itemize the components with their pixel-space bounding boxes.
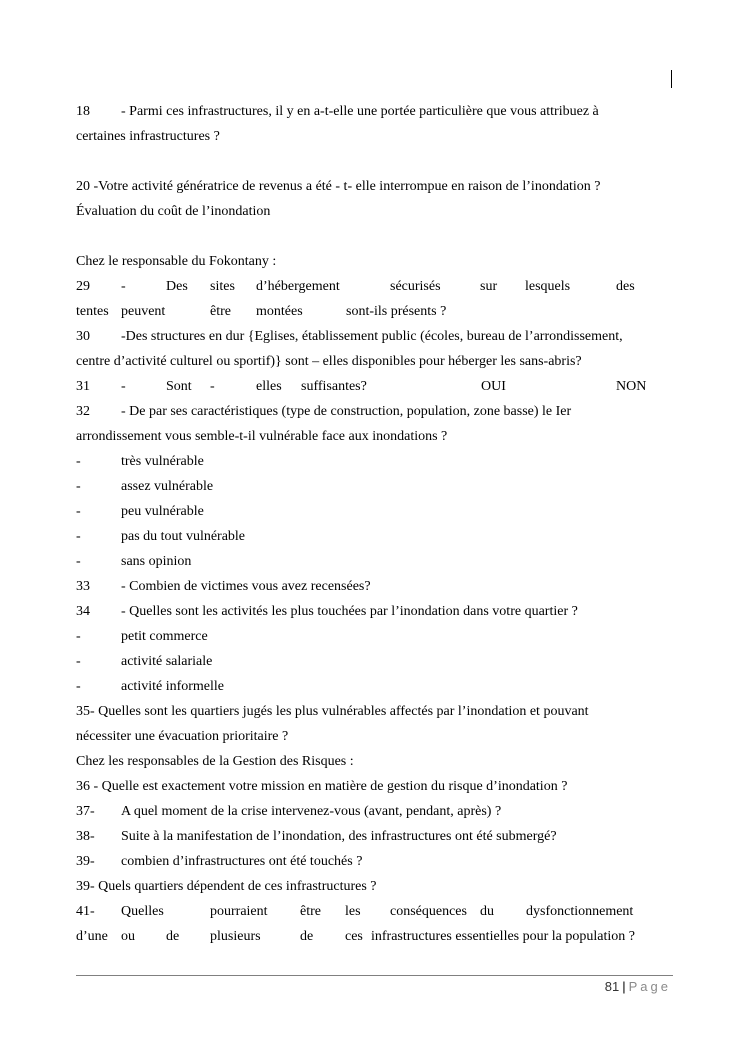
option-fairly-vulnerable: - assez vulnérable <box>76 479 214 494</box>
section-fokontany-heading: Chez le responsable du Fokontany : <box>76 254 277 269</box>
question-35-cont: nécessiter une évacuation prioritaire ? <box>76 729 289 744</box>
option-small-trade: - petit commerce <box>76 629 208 644</box>
question-41-line1: 41- Quelles pourraient être les conséquences du dysfonctionnement <box>76 904 634 919</box>
page-footer <box>605 979 671 994</box>
option-not-vulnerable: - pas du tout vulnérable <box>76 529 246 544</box>
footer-divider <box>76 975 673 976</box>
page-number: 81 <box>604 979 620 994</box>
document-body <box>76 99 672 949</box>
option-informal-activity: - activité informelle <box>76 679 225 694</box>
question-39b: 39- Quels quartiers dépendent de ces infrastructures ? <box>76 879 377 894</box>
option-salaried-activity: - activité salariale <box>76 654 213 669</box>
question-29-line1: 29 - Des sites d’hébergement sécurisés sur lesquels des <box>76 279 635 294</box>
question-37: 37- A quel moment de la crise intervenez-vous (avant, pendant, après) ? <box>76 804 502 819</box>
footer-separator: | <box>622 979 626 994</box>
question-30-cont: centre d’activité culturel ou sportif)} sont – elles disponibles pour héberger les sans-abris? <box>76 354 582 369</box>
question-38: 38- Suite à la manifestation de l’inondation, des infrastructures ont été submergé? <box>76 829 557 844</box>
page-label: Page <box>628 979 671 994</box>
question-32: 32 - De par ses caractéristiques (type de construction, population, zone basse) le Ier <box>76 404 572 419</box>
question-18: 18 - Parmi ces infrastructures, il y en a-t-elle une portée particulière que vous attribuez à <box>76 104 599 119</box>
question-36: 36 - Quelle est exactement votre mission en matière de gestion du risque d’inondation ? <box>76 779 568 794</box>
section-risk-heading: Chez les responsables de la Gestion des Risques : <box>76 754 354 769</box>
question-31: 31 - Sont - elles suffisantes? OUI NON <box>76 379 647 394</box>
question-33: 33 - Combien de victimes vous avez recensées? <box>76 579 371 594</box>
question-18-cont: certaines infrastructures ? <box>76 129 220 144</box>
question-35: 35- Quelles sont les quartiers jugés les plus vulnérables affectés par l’inondation et pouvant <box>76 704 589 719</box>
question-20: 20 -Votre activité génératrice de revenus a été - t- elle interrompue en raison de l’inondation ? <box>76 179 601 194</box>
option-very-vulnerable: - très vulnérable <box>76 454 204 469</box>
option-slightly-vulnerable: - peu vulnérable <box>76 504 204 519</box>
option-no-opinion: - sans opinion <box>76 554 192 569</box>
question-34: 34 - Quelles sont les activités les plus touchées par l’inondation dans votre quartier ? <box>76 604 578 619</box>
question-30: 30 -Des structures en dur {Eglises, établissement public (écoles, bureau de l’arrondissement, <box>76 329 623 344</box>
question-32-cont: arrondissement vous semble-t-il vulnérable face aux inondations ? <box>76 429 448 444</box>
question-39a: 39- combien d’infrastructures ont été touchés ? <box>76 854 363 869</box>
question-41-line2: d’une ou de plusieurs de ces infrastructures essentielles pour la population ? <box>76 929 635 944</box>
question-29-line2: tentes peuvent être montées sont-ils présents ? <box>76 304 447 319</box>
text-cursor <box>671 70 672 88</box>
section-cost-heading: Évaluation du coût de l’inondation <box>76 204 271 219</box>
